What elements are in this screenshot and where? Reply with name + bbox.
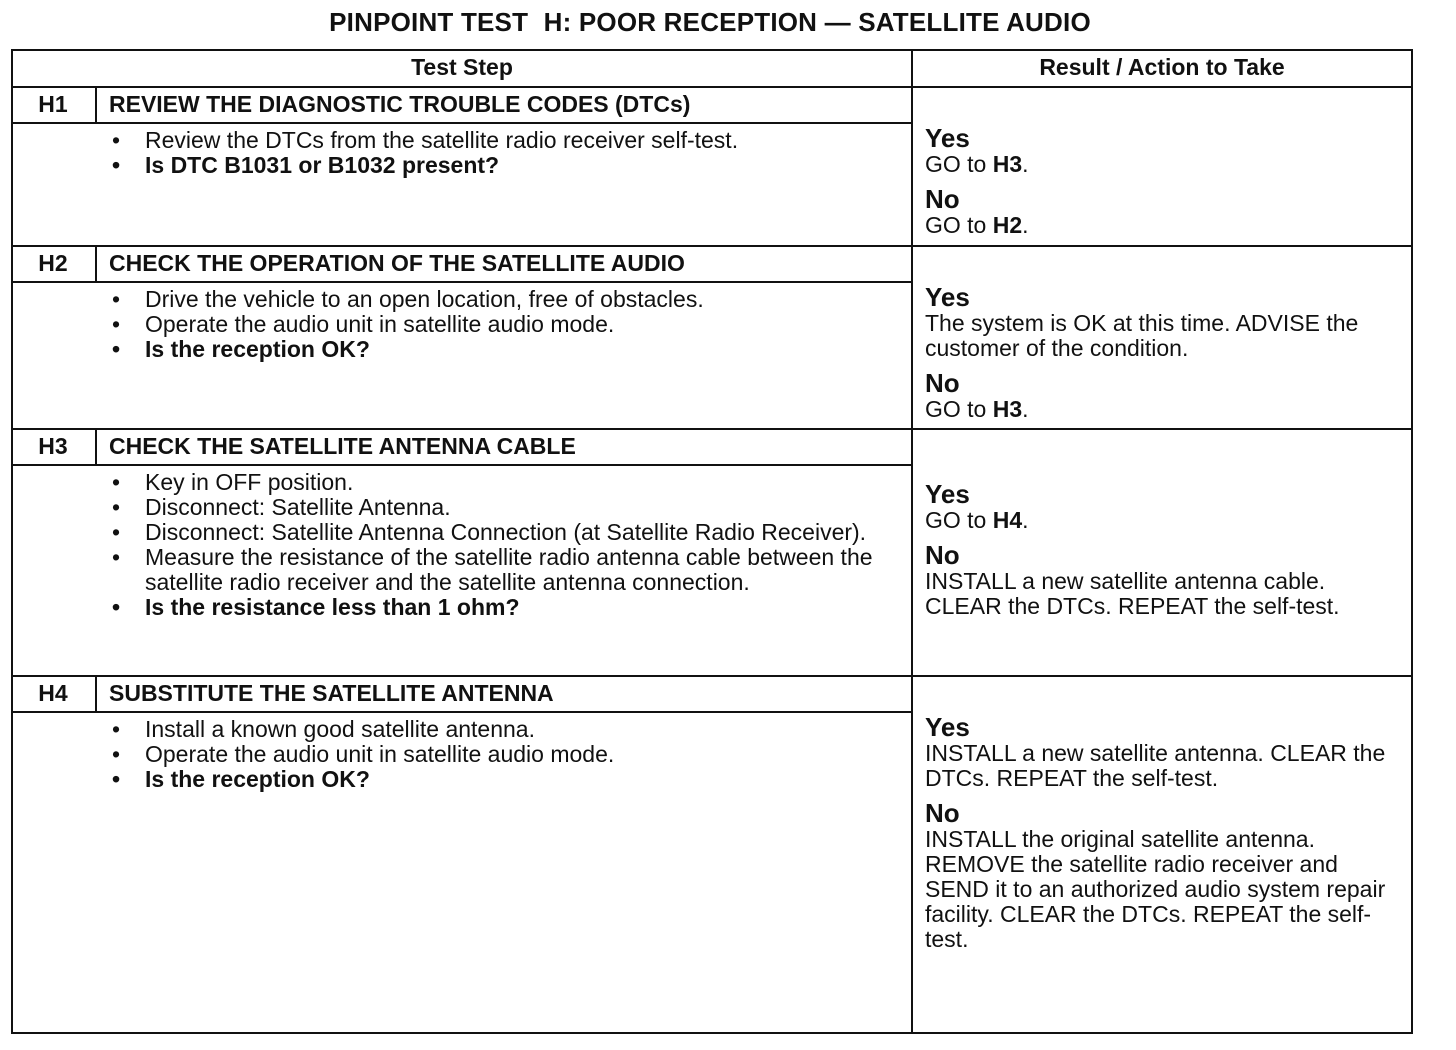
title-divider — [13, 711, 911, 713]
step-id: H4 — [38, 680, 68, 706]
question-item: • Is the reception OK? — [109, 337, 889, 362]
step-result — [925, 283, 1405, 430]
header-test-step: Test Step — [411, 54, 513, 80]
instruction-item: • Drive the vehicle to an open location, free of obstacles. — [109, 287, 889, 312]
step-title: SUBSTITUTE THE SATELLITE ANTENNA — [109, 680, 554, 706]
yes-label: Yes — [925, 123, 970, 153]
step-title: CHECK THE OPERATION OF THE SATELLITE AUDIO — [109, 250, 685, 276]
question-item: • Is the reception OK? — [109, 767, 889, 792]
no-label: No — [925, 540, 960, 570]
no-action: INSTALL the original satellite antenna. REMOVE the satellite radio receiver and SEND it to an authorized audio system repair facility. CLEAR the DTCs. REPEAT the self-test. — [925, 826, 1386, 952]
goto-step-link: H4 — [992, 507, 1023, 533]
step-id: H3 — [38, 433, 68, 459]
title-prefix: PINPOINT TEST — [329, 7, 529, 37]
title-divider — [13, 281, 911, 283]
yes-label: Yes — [925, 479, 970, 509]
step-divider — [13, 675, 1411, 677]
yes-label: Yes — [925, 712, 970, 742]
id-divider — [95, 86, 97, 124]
title-divider — [13, 464, 911, 466]
step-instructions — [109, 128, 889, 178]
step-title: REVIEW THE DIAGNOSTIC TROUBLE CODES (DTCs) — [109, 91, 691, 117]
instruction-item: • Measure the resistance of the satellite radio antenna cable between the satellite radio receiver and the satellite antenna connection. — [109, 545, 889, 595]
step-result — [925, 480, 1405, 627]
yes-label: Yes — [925, 282, 970, 312]
yes-action: The system is OK at this time. ADVISE the customer of the condition. — [925, 310, 1359, 361]
yes-action: INSTALL a new satellite antenna. CLEAR the DTCs. REPEAT the self-test. — [925, 740, 1386, 791]
id-divider — [95, 428, 97, 466]
instruction-item: • Key in OFF position. — [109, 470, 889, 495]
title-name: H: POOR RECEPTION — SATELLITE AUDIO — [543, 7, 1091, 37]
instruction-item: • Operate the audio unit in satellite audio mode. — [109, 742, 889, 767]
instruction-item: • Disconnect: Satellite Antenna. — [109, 495, 889, 520]
step-instructions — [109, 287, 889, 362]
instruction-item: • Operate the audio unit in satellite audio mode. — [109, 312, 889, 337]
no-action: GO to H2. — [925, 212, 1029, 238]
no-label: No — [925, 798, 960, 828]
no-label: No — [925, 368, 960, 398]
question-item: • Is DTC B1031 or B1032 present? — [109, 153, 889, 178]
goto-step-link: H3 — [992, 151, 1023, 177]
column-divider — [911, 51, 913, 1032]
title-divider — [13, 122, 911, 124]
instruction-item: • Review the DTCs from the satellite radio receiver self-test. — [109, 128, 889, 153]
step-result — [925, 713, 1405, 960]
id-divider — [95, 245, 97, 283]
pinpoint-test-table — [11, 49, 1413, 1034]
step-result — [925, 124, 1405, 246]
header-result: Result / Action to Take — [1039, 54, 1285, 80]
instruction-item: • Disconnect: Satellite Antenna Connection (at Satellite Radio Receiver). — [109, 520, 889, 545]
step-title: CHECK THE SATELLITE ANTENNA CABLE — [109, 433, 576, 459]
step-instructions — [109, 717, 889, 792]
no-action: INSTALL a new satellite antenna cable. CLEAR the DTCs. REPEAT the self-test. — [925, 568, 1340, 619]
yes-action: GO to H4. — [925, 507, 1029, 533]
step-id: H1 — [38, 91, 68, 117]
page-title — [0, 7, 1420, 38]
id-divider — [95, 675, 97, 713]
yes-action: GO to H3. — [925, 151, 1029, 177]
question-item: • Is the resistance less than 1 ohm? — [109, 595, 889, 620]
no-label: No — [925, 184, 960, 214]
instruction-item: • Install a known good satellite antenna. — [109, 717, 889, 742]
step-id: H2 — [38, 250, 68, 276]
step-instructions — [109, 470, 889, 620]
no-action: GO to H3. — [925, 396, 1029, 422]
goto-step-link: H2 — [992, 212, 1023, 238]
header-divider — [13, 86, 1411, 88]
goto-step-link: H3 — [992, 396, 1023, 422]
